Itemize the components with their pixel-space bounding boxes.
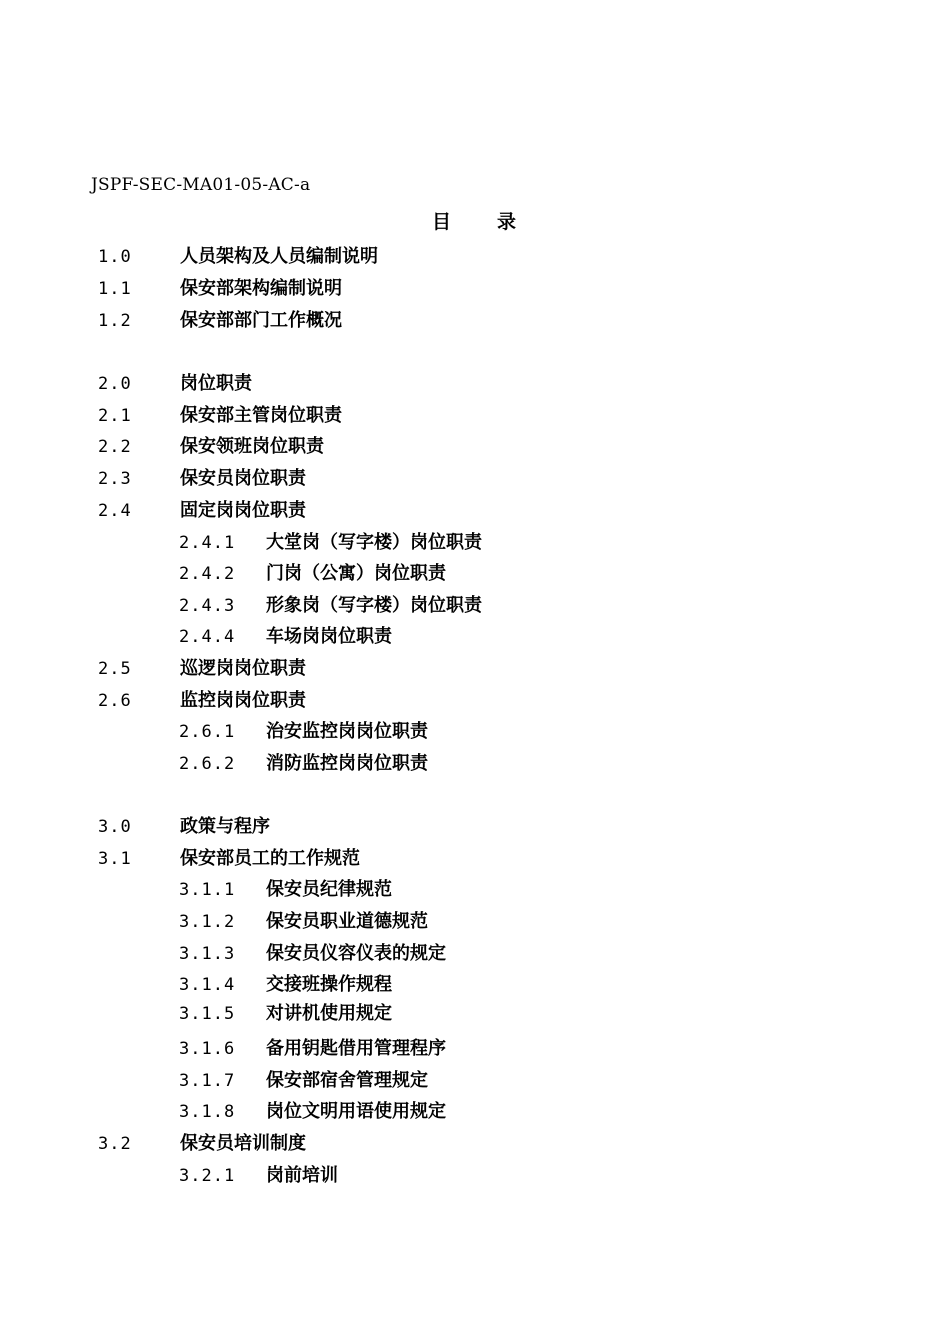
toc-title-char-1: 目 — [432, 211, 452, 233]
toc-title-char-2: 录 — [497, 211, 517, 233]
toc-entry-title: 监控岗岗位职责 — [180, 690, 306, 711]
toc-entry-number: 3.1.3 — [179, 944, 236, 964]
toc-entry-title: 保安员纪律规范 — [266, 879, 392, 900]
document-code: JSPF-SEC-MA01-05-AC-a — [91, 175, 311, 195]
toc-entry-title: 大堂岗（写字楼）岗位职责 — [266, 532, 482, 553]
toc-entry-number: 2.6 — [98, 691, 132, 711]
toc-entry-number: 2.1 — [98, 406, 132, 426]
toc-entry-title: 交接班操作规程 — [266, 974, 392, 995]
toc-entry-title: 保安员培训制度 — [180, 1133, 306, 1154]
toc-entry-number: 2.4 — [98, 501, 132, 521]
toc-entry-number: 3.1.5 — [179, 1004, 236, 1024]
toc-entry-title: 门岗（公寓）岗位职责 — [266, 563, 446, 584]
toc-entry-number: 2.3 — [98, 469, 132, 489]
toc-entry-number: 3.0 — [98, 817, 132, 837]
toc-entry-title: 保安部架构编制说明 — [180, 278, 342, 299]
toc-entry-number: 3.1.1 — [179, 880, 236, 900]
toc-entry-title: 岗前培训 — [266, 1165, 338, 1186]
toc-entry-number: 3.1.2 — [179, 912, 236, 932]
toc-entry-title: 保安员职业道德规范 — [266, 911, 428, 932]
toc-entry-number: 1.1 — [98, 279, 132, 299]
toc-entry-number: 2.4.3 — [179, 596, 236, 616]
toc-entry-title: 保安员岗位职责 — [180, 468, 306, 489]
toc-entry-number: 2.0 — [98, 374, 132, 394]
toc-entry-number: 3.1.8 — [179, 1102, 236, 1122]
toc-title — [432, 207, 516, 234]
toc-entry-number: 2.4.4 — [179, 627, 236, 647]
toc-entry-title: 岗位职责 — [180, 373, 252, 394]
toc-entry-number: 1.2 — [98, 311, 132, 331]
toc-entry-title: 车场岗岗位职责 — [266, 626, 392, 647]
toc-entry-title: 备用钥匙借用管理程序 — [266, 1038, 446, 1059]
toc-entry-title: 保安部部门工作概况 — [180, 310, 342, 331]
toc-entry-number: 2.6.1 — [179, 722, 236, 742]
toc-entry-title: 治安监控岗岗位职责 — [266, 721, 428, 742]
toc-entry-title: 保安部员工的工作规范 — [180, 848, 360, 869]
toc-entry-number: 2.4.1 — [179, 533, 236, 553]
toc-entry-number: 3.1 — [98, 849, 132, 869]
toc-entry-title: 保安领班岗位职责 — [180, 436, 324, 457]
toc-entry-number: 2.2 — [98, 437, 132, 457]
toc-entry-title: 消防监控岗岗位职责 — [266, 753, 428, 774]
toc-entry-number: 2.4.2 — [179, 564, 236, 584]
toc-entry-number: 3.1.6 — [179, 1039, 236, 1059]
toc-entry-title: 保安部宿舍管理规定 — [266, 1070, 428, 1091]
toc-entry-title: 政策与程序 — [180, 816, 270, 837]
toc-entry-title: 固定岗岗位职责 — [180, 500, 306, 521]
toc-entry-title: 岗位文明用语使用规定 — [266, 1101, 446, 1122]
toc-entry-title: 人员架构及人员编制说明 — [180, 246, 378, 267]
toc-entry-number: 3.1.7 — [179, 1071, 236, 1091]
toc-entry-number: 2.5 — [98, 659, 132, 679]
toc-entry-title: 保安员仪容仪表的规定 — [266, 943, 446, 964]
toc-entry-title: 保安部主管岗位职责 — [180, 405, 342, 426]
toc-entry-title: 对讲机使用规定 — [266, 1003, 392, 1024]
toc-entry-number: 3.2 — [98, 1134, 132, 1154]
toc-entry-number: 3.1.4 — [179, 975, 236, 995]
toc-entry-number: 1.0 — [98, 247, 132, 267]
toc-entry-number: 2.6.2 — [179, 754, 236, 774]
toc-entry-title: 巡逻岗岗位职责 — [180, 658, 306, 679]
toc-entry-title: 形象岗（写字楼）岗位职责 — [266, 595, 482, 616]
toc-entry-number: 3.2.1 — [179, 1166, 236, 1186]
